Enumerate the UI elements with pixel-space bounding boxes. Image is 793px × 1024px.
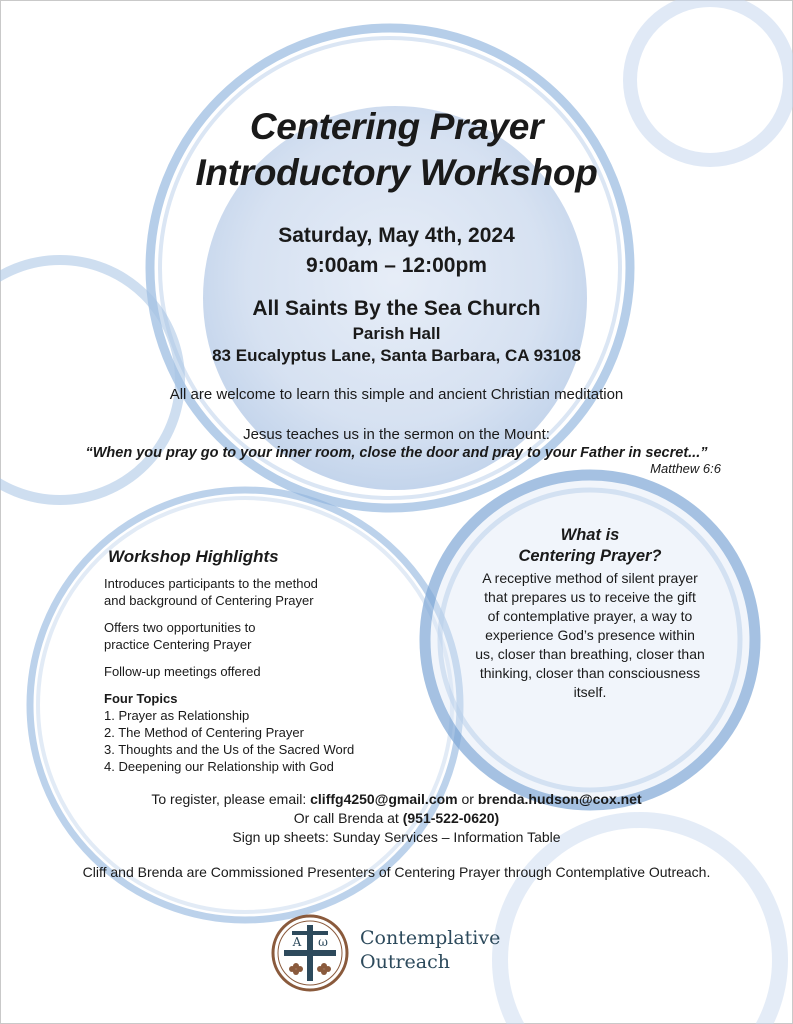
church-name: All Saints By the Sea Church (252, 297, 541, 320)
highlight-item-line: Introduces participants to the method (104, 576, 318, 591)
register-email-line (0, 790, 793, 809)
register-phone-line (0, 809, 793, 828)
event-date: Saturday, May 4th, 2024 (278, 224, 515, 247)
topic-item: 4. Deepening our Relationship with God (104, 759, 334, 774)
highlights-heading: Workshop Highlights (108, 547, 279, 566)
church-address: 83 Eucalyptus Lane, Santa Barbara, CA 93108 (212, 346, 581, 365)
what-line: of contemplative prayer, a way to (487, 608, 693, 624)
highlight-item-line: and background of Centering Prayer (104, 593, 314, 608)
what-line: A receptive method of silent prayer (482, 570, 698, 586)
event-time: 9:00am – 12:00pm (306, 254, 487, 277)
scripture-reference: Matthew 6:6 (650, 461, 721, 476)
welcome-text: All are welcome to learn this simple and ancient Christian meditation (169, 386, 624, 403)
workshop-title (0, 104, 793, 196)
what-line: itself. (573, 684, 607, 700)
email-link-brenda[interactable]: brenda.hudson@cox.net (477, 791, 642, 807)
what-heading-line: Centering Prayer? (518, 547, 662, 565)
what-line: us, closer than breathing, closer than (475, 646, 705, 662)
logo-line-2: Outreach (360, 951, 450, 973)
signup-sheets: Sign up sheets: Sunday Services – Information Table (232, 829, 561, 845)
scripture-quote: “When you pray go to your inner room, close the door and pray to your Father in secret...” (85, 445, 708, 461)
hall-name: Parish Hall (352, 324, 441, 343)
highlight-item: Follow-up meetings offered (104, 664, 261, 679)
highlight-item (104, 575, 404, 609)
topic-item: 2. The Method of Centering Prayer (104, 725, 304, 740)
logo-omega: ω (318, 935, 328, 949)
what-line: that prepares us to receive the gift (484, 589, 696, 605)
highlight-item (104, 619, 404, 653)
what-line: thinking, closer than consciousness (479, 665, 701, 681)
presenters-note: Cliff and Brenda are Commissioned Presenters of Centering Prayer through Contemplative Outreach. (82, 864, 711, 880)
watercolor-ring-bottom-right (500, 820, 780, 1024)
topics-heading: Four Topics (104, 691, 178, 706)
what-is-centering-prayer (455, 525, 725, 702)
highlight-item-line: practice Centering Prayer (104, 637, 252, 652)
phone-number[interactable]: (951-522-0620) (402, 810, 500, 826)
what-heading-line: What is (560, 526, 620, 544)
register-or: or (457, 791, 478, 807)
title-line-2: Introductory Workshop (195, 152, 598, 193)
logo-alpha: A (292, 935, 302, 949)
topic-item: 3. Thoughts and the Us of the Sacred Word (104, 742, 355, 757)
title-line-1: Centering Prayer (249, 106, 544, 147)
workshop-highlights (104, 548, 404, 775)
registration-info (0, 790, 793, 847)
what-line: experience God’s presence within (485, 627, 695, 643)
topic-item: 1. Prayer as Relationship (104, 708, 250, 723)
email-link-cliff[interactable]: cliffg4250@gmail.com (310, 791, 458, 807)
what-heading (455, 525, 725, 567)
logo-wordmark (360, 926, 500, 974)
scripture-intro: Jesus teaches us in the sermon on the Mount: (243, 426, 550, 443)
register-prefix: To register, please email: (151, 791, 311, 807)
highlight-item-line: Offers two opportunities to (104, 620, 256, 635)
logo-line-1: Contemplative (360, 927, 501, 949)
event-date-time (0, 221, 793, 281)
call-prefix: Or call Brenda at (293, 810, 403, 826)
contemplative-outreach-logo-icon (270, 913, 350, 993)
